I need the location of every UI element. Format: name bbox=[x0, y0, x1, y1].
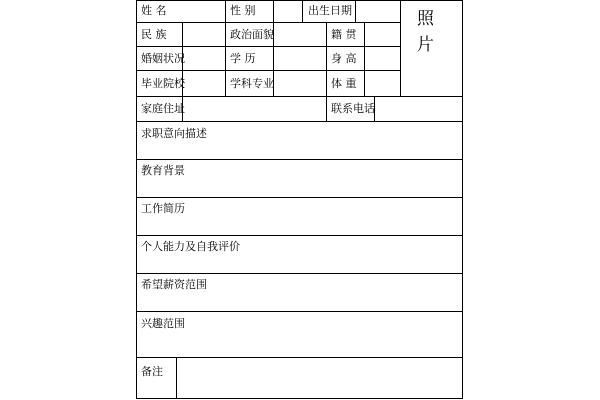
height-label: 身 高 bbox=[331, 52, 357, 65]
remarks-label: 备注 bbox=[141, 365, 163, 378]
job-intent-label: 求职意向描述 bbox=[141, 127, 207, 140]
salary-label: 希望薪资范围 bbox=[141, 278, 207, 291]
phone-value-cell[interactable] bbox=[375, 97, 462, 121]
rule-row1-bottom bbox=[136, 22, 400, 23]
rule-row5-bottom bbox=[136, 121, 463, 122]
rule-section4-bottom bbox=[136, 273, 463, 274]
name-value-cell[interactable] bbox=[183, 1, 224, 22]
marital-label: 婚姻状况 bbox=[141, 52, 185, 65]
rule-section1-bottom bbox=[136, 159, 463, 160]
education-label: 学 历 bbox=[230, 52, 256, 65]
school-label: 毕业院校 bbox=[141, 77, 185, 90]
political-value-cell[interactable] bbox=[274, 23, 325, 46]
gender-value-cell[interactable] bbox=[274, 1, 301, 22]
native-place-value-cell[interactable] bbox=[365, 23, 399, 46]
phone-label: 联系电话 bbox=[331, 102, 375, 115]
marital-value-cell[interactable] bbox=[183, 47, 224, 70]
birthdate-value-cell[interactable] bbox=[356, 1, 399, 22]
work-history-area[interactable] bbox=[137, 217, 462, 235]
height-value-cell[interactable] bbox=[365, 47, 399, 70]
major-label: 学科专业 bbox=[230, 77, 274, 90]
major-value-cell[interactable] bbox=[274, 71, 325, 96]
rule-row3-bottom bbox=[136, 70, 400, 71]
photo-label-char2: 片 bbox=[417, 35, 434, 55]
education-bg-label: 教育背景 bbox=[141, 164, 185, 177]
rule-row5-b bbox=[326, 96, 327, 122]
address-value-cell[interactable] bbox=[183, 97, 325, 121]
education-bg-area[interactable] bbox=[137, 179, 462, 197]
political-label: 政治面貌 bbox=[230, 28, 274, 41]
self-eval-area[interactable] bbox=[137, 255, 462, 273]
rule-section3-bottom bbox=[136, 235, 463, 236]
school-value-cell[interactable] bbox=[183, 71, 224, 96]
name-label: 姓 名 bbox=[141, 4, 167, 17]
weight-value-cell[interactable] bbox=[365, 71, 399, 96]
ethnicity-value-cell[interactable] bbox=[183, 23, 224, 46]
border-right bbox=[462, 0, 463, 399]
hobbies-area[interactable] bbox=[137, 332, 462, 357]
address-label: 家庭住址 bbox=[141, 102, 185, 115]
rule-section2-bottom bbox=[136, 197, 463, 198]
gender-label: 性 别 bbox=[230, 4, 256, 17]
education-value-cell[interactable] bbox=[274, 47, 325, 70]
rule-section5-bottom bbox=[136, 311, 463, 312]
rule-col-b bbox=[225, 0, 226, 97]
native-place-label: 籍 贯 bbox=[331, 28, 357, 41]
rule-col-d bbox=[302, 0, 303, 22]
rule-col-e bbox=[326, 22, 327, 97]
photo-label-char1: 照 bbox=[417, 9, 434, 29]
salary-area[interactable] bbox=[137, 293, 462, 311]
hobbies-label: 兴趣范围 bbox=[141, 317, 185, 330]
work-history-label: 工作简历 bbox=[141, 202, 185, 215]
self-eval-label: 个人能力及自我评价 bbox=[141, 240, 240, 253]
weight-label: 体 重 bbox=[331, 77, 357, 90]
rule-row2-bottom bbox=[136, 46, 400, 47]
remarks-area[interactable] bbox=[177, 358, 462, 398]
ethnicity-label: 民 族 bbox=[141, 28, 167, 41]
job-intent-area[interactable] bbox=[137, 141, 462, 159]
border-bottom bbox=[136, 398, 463, 399]
birthdate-label: 出生日期 bbox=[308, 4, 352, 17]
